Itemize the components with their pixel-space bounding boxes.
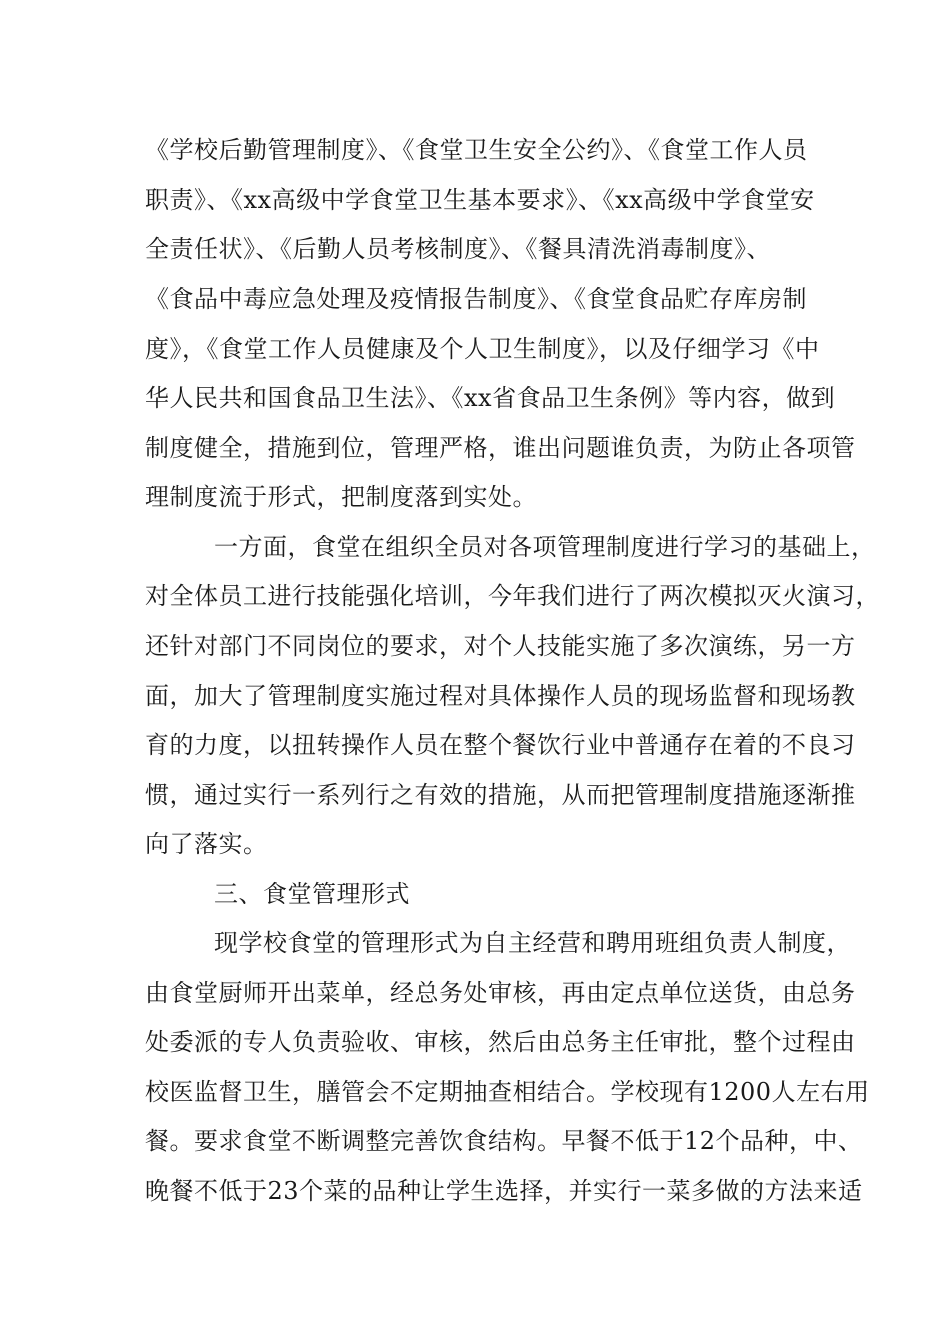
paragraph-start-line: 现学校食堂的管理形式为自主经营和聘用班组负责人制度， [214, 929, 851, 957]
text-line-5: 度》，《食堂工作人员健康及个人卫生制度》，以及仔细学习《中 [145, 335, 820, 363]
text-line-19: 处委派的专人负责验收、审核，然后由总务主任审批，整个过程由 [145, 1028, 856, 1056]
text-line-3: 全责任状》、《后勤人员考核制度》、《餐具清洗消毒制度》、 [145, 235, 771, 263]
text-line-22: 晚餐不低于23个菜的品种让学生选择，并实行一菜多做的方法来适 [145, 1177, 863, 1205]
text-line-15: 向了落实。 [145, 830, 268, 858]
text-line-13: 育的力度，以扭转操作人员在整个餐饮行业中普通存在着的不良习 [145, 731, 856, 759]
section-heading: 三、食堂管理形式 [214, 880, 410, 908]
text-line-6: 华人民共和国食品卫生法》、《xx省食品卫生条例》等内容，做到 [145, 384, 836, 412]
text-line-2: 职责》、《xx高级中学食堂卫生基本要求》、《xx高级中学食堂安 [145, 186, 815, 214]
paragraph-start-line: 一方面，食堂在组织全员对各项管理制度进行学习的基础上， [214, 533, 876, 561]
text-line-21: 餐。要求食堂不断调整完善饮食结构。早餐不低于12个品种，中、 [145, 1127, 863, 1155]
text-line-12: 面，加大了管理制度实施过程对具体操作人员的现场监督和现场教 [145, 682, 856, 710]
text-line-18: 由食堂厨师开出菜单，经总务处审核，再由定点单位送货，由总务 [145, 979, 856, 1007]
text-line-10: 对全体员工进行技能强化培训，今年我们进行了两次模拟灭火演习， [145, 582, 880, 610]
text-line-1: 《学校后勤管理制度》、《食堂卫生安全公约》、《食堂工作人员 [145, 136, 808, 164]
text-line-8: 理制度流于形式，把制度落到实处。 [145, 483, 537, 511]
text-line-20: 校医监督卫生，膳管会不定期抽查相结合。学校现有1200人左右用 [145, 1078, 870, 1106]
text-line-14: 惯，通过实行一系列行之有效的措施，从而把管理制度措施逐渐推 [145, 781, 856, 809]
text-line-7: 制度健全，措施到位，管理严格，谁出问题谁负责，为防止各项管 [145, 434, 856, 462]
text-line-11: 还针对部门不同岗位的要求，对个人技能实施了多次演练，另一方 [145, 632, 856, 660]
text-line-4: 《食品中毒应急处理及疫情报告制度》、《食堂食品贮存库房制 [145, 285, 807, 313]
